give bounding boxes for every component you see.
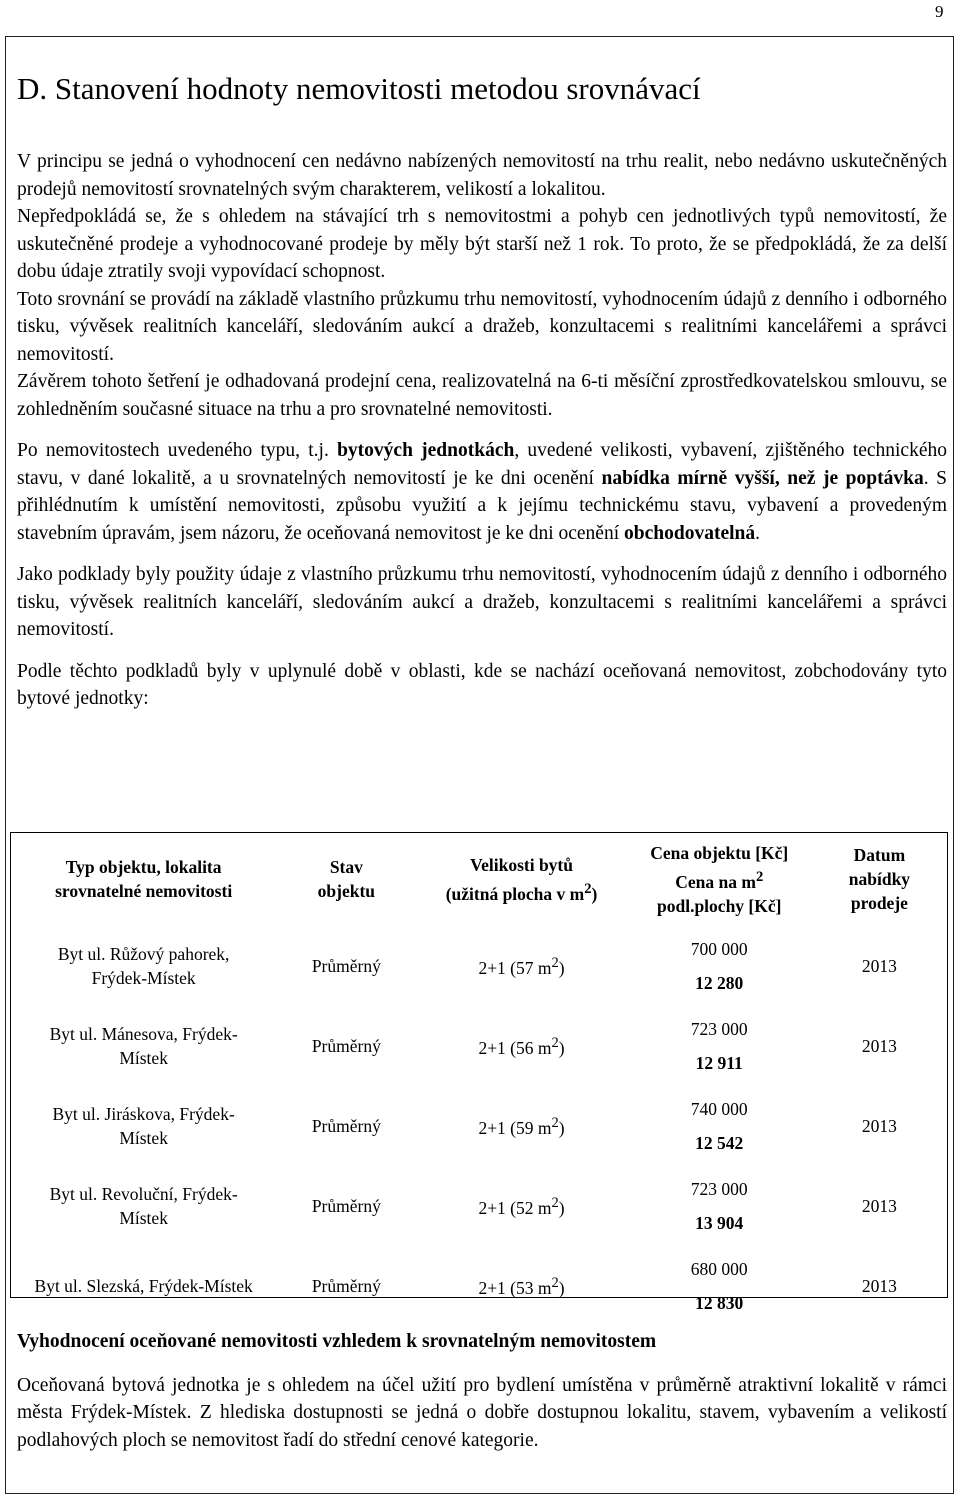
price-total: 680 000 [690, 1258, 748, 1279]
cell-size [416, 1006, 626, 1086]
header-date: Datum nabídky prodeje [848, 845, 911, 914]
comparables-table [10, 832, 948, 1313]
paragraph-1: V principu se jedná o vyhodnocení cen nedávno nabízených nemovitostí na trhu realit, nebo nedávno uskutečněných prodejů nemovitostí srovnatelných svým charakterem, velikostí a lokalitou. [17, 151, 947, 200]
p5-text-e: . S přihlédnutím k umístění nemovitosti, způsobu využití a k jejímu technickému stavu, vybavení a provedeným stavebním úpravám, jsem názoru, že oceňovaná nemovitost je ke dni ocenění [17, 467, 947, 544]
evaluation-text: Oceňovaná bytová jednotka je s ohledem na účel užití pro bydlení umístěna v průměrně atraktivní lokalitě v rámci města Frýdek-Místek. Z hlediska dostupnosti se jedná o dobře dostupnou lokalitu, stavem, vybavením a velikostí podlahových ploch se nemovitost řadí do střední cenové kategorie. [17, 1374, 947, 1451]
date-text: 2013 [861, 1035, 897, 1056]
header-size-sup: 2 [584, 881, 592, 897]
size-text: 2+1 (59 m [478, 1118, 552, 1139]
header-size-line1: Velikosti bytů [470, 855, 573, 875]
p5-text-g: . [755, 522, 760, 544]
state-text: Průměrný [311, 1115, 381, 1136]
header-price-line2: Cena na m [675, 871, 756, 892]
evaluation-section [17, 1328, 947, 1454]
section-title: D. Stanovení hodnoty nemovitosti metodou srovnávací [17, 71, 701, 106]
cell-state [276, 1246, 416, 1326]
p5-text-a: Po nemovitostech uvedeného typu, t.j. [17, 440, 338, 461]
cell-state [276, 1006, 416, 1086]
price-per-m2: 13 904 [695, 1212, 744, 1233]
size-text: 2+1 (52 m [478, 1198, 552, 1219]
size-close: ) [558, 958, 565, 979]
location-text: Byt ul. Revoluční, Frýdek-Místek [49, 1183, 238, 1228]
page-number: 9 [935, 2, 944, 21]
header-price [627, 833, 812, 926]
cell-state [276, 1086, 416, 1166]
price-total: 700 000 [690, 938, 748, 959]
size-close: ) [558, 1278, 565, 1299]
size-sup: 2 [551, 1275, 559, 1292]
state-text: Průměrný [311, 1195, 381, 1216]
size-text: 2+1 (56 m [478, 1038, 552, 1059]
cell-location [11, 1166, 276, 1246]
header-size-line2: (užitná plocha v m [445, 883, 585, 904]
size-close: ) [558, 1198, 565, 1219]
price-per-m2: 12 830 [695, 1292, 744, 1313]
size-sup: 2 [551, 955, 559, 972]
price-per-m2: 12 542 [695, 1132, 744, 1153]
paragraph-4: Závěrem tohoto šetření je odhadovaná prodejní cena, realizovatelná na 6-ti měsíční zprostředkovatelskou smlouvu, se zohledněním současné situace na trhu a pro srovnatelné nemovitosti. [17, 371, 947, 420]
header-price-line1: Cena objektu [Kč] [650, 843, 789, 863]
cell-size [416, 1166, 626, 1246]
size-text: 2+1 (53 m [478, 1278, 552, 1299]
paragraph-3: Toto srovnání se provádí na základě vlastního průzkumu trhu nemovitostí, vyhodnocením údajů z denního i odborného tisku, vývěsek realitních kanceláří, sledováním aukcí a dražeb, konzultacemi s realitními kancelářemi a správci nemovitostí. [17, 288, 947, 365]
p5-bold-units: bytových jednotkách [337, 440, 515, 461]
header-size [416, 833, 626, 926]
p5-bold-tradeable: obchodovatelná [624, 522, 756, 544]
cell-date [812, 1086, 947, 1166]
paragraph-7: Podle těchto podkladů byly v uplynulé době v oblasti, kde se nachází oceňovaná nemovitost, zobchodovány tyto bytové jednotky: [17, 660, 947, 709]
table-header-row [11, 833, 947, 926]
size-close: ) [558, 1038, 565, 1059]
cell-size [416, 1246, 626, 1326]
cell-price [627, 1086, 812, 1166]
price-total: 723 000 [690, 1178, 748, 1199]
header-size-close: ) [591, 883, 598, 904]
cell-price [627, 1246, 812, 1326]
state-text: Průměrný [311, 1275, 381, 1296]
main-content [17, 70, 947, 713]
p5-text-c: , uvedené velikosti, vybavení, zjištěného technického stavu, v dané lokalitě, a u srovnatelných nemovitostí je ke dni ocenění [17, 440, 947, 489]
cell-location [11, 1086, 276, 1166]
date-text: 2013 [861, 1115, 897, 1136]
price-per-m2: 12 280 [695, 972, 744, 993]
paragraph-6: Jako podklady byly použity údaje z vlastního průzkumu trhu nemovitostí, vyhodnocením údajů z denního i odborného tisku, vývěsek realitních kanceláří, sledováním aukcí a dražeb, konzultacemi s realitními kancelářemi a správci nemovitostí. [17, 564, 947, 640]
paragraph-5 [17, 437, 947, 547]
table-row [11, 926, 947, 1006]
location-text: Byt ul. Mánesova, Frýdek-Místek [49, 1023, 238, 1068]
cell-state [276, 926, 416, 1006]
p5-bold-offer: nabídka mírně vyšší, než je poptávka [601, 467, 924, 489]
cell-price [627, 1166, 812, 1246]
header-price-line3: podl.plochy [Kč] [657, 895, 782, 916]
cell-date [812, 1006, 947, 1086]
header-type: Typ objektu, lokalita srovnatelné nemovitosti [55, 857, 233, 902]
cell-date [812, 1166, 947, 1246]
cell-date [812, 1246, 947, 1326]
cell-price [627, 1006, 812, 1086]
date-text: 2013 [861, 955, 897, 976]
cell-size [416, 1086, 626, 1166]
table-row [11, 1166, 947, 1246]
table-row [11, 1246, 947, 1326]
location-text: Byt ul. Jiráskova, Frýdek-Místek [52, 1103, 235, 1148]
size-sup: 2 [551, 1035, 559, 1052]
price-per-m2: 12 911 [695, 1052, 743, 1073]
table-row [11, 1086, 947, 1166]
date-text: 2013 [861, 1275, 897, 1296]
location-text: Byt ul. Slezská, Frýdek-Místek [34, 1275, 253, 1296]
size-sup: 2 [551, 1195, 559, 1212]
price-total: 740 000 [690, 1098, 748, 1119]
paragraph-2: Nepředpokládá se, že s ohledem na stávající trh s nemovitostmi a pohyb cen jednotlivých typů nemovitostí, že uskutečněné prodeje a vyhodnocované prodeje by měly být starší než 1 rok. To proto, že se předpokládá, že za delší dobu údaje ztratily svoji vypovídací schopnost. [17, 206, 947, 282]
table-row [11, 1006, 947, 1086]
state-text: Průměrný [311, 1035, 381, 1056]
header-state: Stav objektu [317, 857, 376, 902]
comparables-grid [11, 833, 947, 1326]
size-close: ) [558, 1118, 565, 1139]
size-sup: 2 [551, 1115, 559, 1132]
cell-state [276, 1166, 416, 1246]
size-text: 2+1 (57 m [478, 958, 552, 979]
cell-date [812, 926, 947, 1006]
header-price-sup: 2 [755, 869, 764, 885]
cell-price [627, 926, 812, 1006]
price-total: 723 000 [690, 1018, 748, 1039]
cell-size [416, 926, 626, 1006]
state-text: Průměrný [311, 955, 381, 976]
date-text: 2013 [861, 1195, 897, 1216]
cell-location [11, 1246, 276, 1326]
location-text: Byt ul. Růžový pahorek, Frýdek-Místek [57, 943, 230, 988]
cell-location [11, 1006, 276, 1086]
evaluation-heading: Vyhodnocení oceňované nemovitosti vzhledem k srovnatelným nemovitostem [17, 1331, 657, 1352]
cell-location [11, 926, 276, 1006]
